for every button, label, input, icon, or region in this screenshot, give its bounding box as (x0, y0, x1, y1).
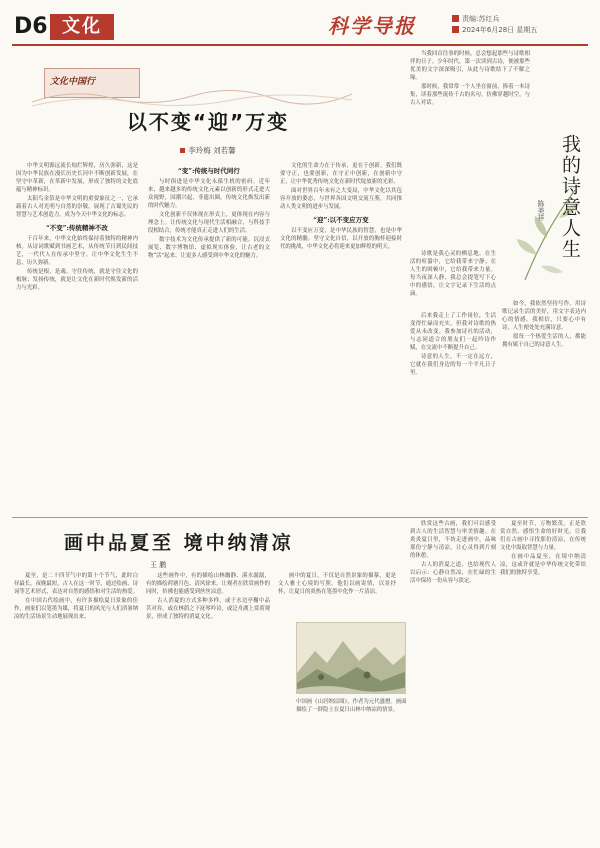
text-column-1 (14, 572, 138, 838)
text-column-4 (410, 520, 496, 838)
subheading: “变”:传统与时代同行 (178, 167, 240, 175)
paragraph: 数字技术为文化传承提供了新的可能。沉浸式展览、数字博物馆、虚拟现实体验，让古老的文物“活”起来，让更多人感受到中华文化的魅力。 (148, 237, 270, 259)
color-swatch-icon (452, 15, 459, 22)
paragraph: 画中的夏日，不仅是自然景象的描摹，更是文人雅士心境的写照。他们以画寄情，以景抒怀，让夏日的炎热在笔墨中化作一片清凉。 (278, 573, 396, 595)
paragraph: 夏至，是二十四节气中的第十个节气，此时白昼最长，夜晚最短。古人在这一时节，通过绘画、诗词等艺术形式，表达对自然的感悟和对生活的热爱。 (14, 573, 138, 595)
column-kicker: 文化中国行 (50, 77, 96, 87)
paragraph: 文化的生命力在于传承，更在于创新。我们既要守正，也要创新，在守正中创新，在创新中守正，让中华优秀传统文化在新时代绽放新的光彩。 (280, 163, 402, 185)
paragraph: 这些画作中，有的描绘山林幽静、溪水潺潺，有的描绘荷塘月色、清风徐来，让观者在欣赏画作的同时，仿佛也能感受到丝丝凉意。 (146, 573, 270, 595)
subheading: “迎”:以不变应万变 (313, 216, 369, 224)
page-number: D6 (14, 14, 48, 39)
paragraph: 在画中品夏至，在境中纳清凉，这或许就是中华传统文化带给我们的独特享受。 (500, 554, 586, 576)
article-2-right-columns (410, 520, 586, 838)
paragraph: 诗歌是我心灵的栖息地。在生活的喧嚣中，它给我带来宁静；在人生的困顿中，它给我带来力量。每当夜深人静，我总会提笔写下心中的感悟，让文字记录下生活的点滴。 (410, 251, 496, 297)
paragraph: 与时俱进是中华文化永葆生机的密码。近年来，越来越多的传统文化元素以创新的形式走进大众视野，国潮兴起、非遗出圈，传统文化焕发出新的时代魅力。 (148, 179, 270, 209)
paragraph: 在中国古代绘画中，有许多描绘夏日景象的佳作，画家们以笔墨为媒，将夏日的风光与人们消暑纳凉的生活场景生动地展现出来。 (14, 598, 138, 620)
paragraph: 以不变应万变，是中华民族的智慧，也是中华文化的精髓。坚守文化自信，以开放的胸怀迎接时代的挑战，中华文化必将迎来更加辉煌的明天。 (280, 228, 402, 250)
paragraph: 夏至时节，万物繁茂，正是欣赏自然、感悟生命的好时光。让我们在古画中寻找那份清凉，在传统文化中汲取智慧与力量。 (500, 521, 586, 551)
paragraph: 愿每一个热爱生活的人，都能拥有属于自己的诗意人生。 (502, 334, 586, 348)
text-column-3 (280, 162, 402, 512)
cloud-ornament-icon (32, 84, 352, 108)
essay-column-2 (502, 300, 586, 515)
essay-column-1b (410, 250, 496, 310)
text-column-2 (146, 572, 270, 838)
painting-caption: 中国画《山居纳凉图》，作者为元代盛懋。画面描绘了一群隐士在夏日山林中纳凉的情景。 (296, 699, 407, 713)
article-2-title: 画中品夏至 境中纳清凉 (64, 532, 294, 554)
mountain-landscape-icon (297, 623, 406, 694)
article-2-byline: 王 鹏 (150, 561, 167, 569)
text-column-1 (16, 162, 138, 512)
header-rule (12, 44, 588, 46)
subheading: “不变”:传统精神不改 (46, 224, 108, 232)
section-label: 文化 (50, 14, 114, 40)
paragraph: 面对世界百年未有之大变局，中华文化以其包容开放的姿态，与世界各国文明交流互鉴，共同推动人类文明的进步与发展。 (280, 188, 402, 210)
color-swatch-icon (452, 26, 459, 33)
text-column-2 (148, 162, 270, 512)
paragraph: 后来我走上了工作岗位，生活变得忙碌而充实，但我对诗歌的热爱从未改变。我参加诗社的活动，与志同道合的朋友们一起吟诗作赋，在交流中不断提升自己。 (410, 313, 496, 351)
date-line: 2024年6月28日 星期五 (462, 26, 538, 34)
paragraph: 千百年来，中华文化始终保持着独特的精神内核。从诗词歌赋到书画艺术，从传统节日到民间技艺，一代代人在传承中坚守，让中华文化生生不息，历久弥新。 (16, 236, 138, 266)
paragraph: 当我回首往事的时候，总会想起那些与诗歌相伴的日子。少年时代，第一次读到古诗，便被那些优美的文字深深吸引，从此与诗歌结下了不解之缘。 (410, 51, 530, 81)
essay-title: 我的诗意人生 (559, 134, 581, 260)
masthead: 科学导报 (328, 14, 416, 38)
paragraph: 诗意的人生，不一定在远方，它就在我们身边的每一个平凡日子里。 (410, 354, 496, 376)
paragraph: 古人消夏的方式多种多样，或于水边亭榭中品茗对弈，或在林荫之下抚琴吟诗，或泛舟湖上赏荷观景，形成了独特的消夏文化。 (146, 598, 270, 620)
text-column-5 (500, 520, 586, 838)
byline-marker-icon (180, 148, 185, 153)
paragraph: 太阳鸟金箔是中华文明的重要象征之一，它承载着古人对光明与自然的崇敬，展现了古蜀先民的智慧与艺术创造力，成为今天中华文化的标志。 (16, 196, 138, 218)
article-title: 以不变“迎”万变 (126, 110, 290, 134)
paragraph: 古人的消夏之道，也给现代人以启示：心静自然凉，在忙碌的生活中保持一份从容与淡定。 (410, 562, 496, 584)
paragraph: 欣赏这些古画，我们可以感受到古人的生活智慧与审美情趣。在炎炎夏日里，不妨走进画中，品味那份宁静与清凉，让心灵得到片刻的休憩。 (410, 521, 496, 559)
paragraph: 文化创新不仅体现在形式上，更体现在内容与理念上。让传统文化与现代生活相融合，与科技手段相结合，传统才能真正走进人们的生活。 (148, 212, 270, 234)
article-byline (12, 145, 404, 156)
issue-meta (452, 14, 537, 36)
section-divider (12, 517, 588, 518)
article-1 (12, 50, 404, 515)
text-column-3 (278, 572, 396, 618)
paragraph: 那时候，我常常一个人坐在窗前，捧着一本诗集，读着那些流传千古的名句，仿佛穿越时空，与古人对话。 (410, 84, 530, 106)
paragraph: 传统是根，是魂。守住传统，就是守住文化的根脉；发扬传统，就是让文化在新时代焕发新的活力与光彩。 (16, 269, 138, 291)
article-1-columns (16, 162, 402, 512)
essay-column-1 (410, 50, 530, 250)
editor-line: 责编:苏红兵 (462, 15, 500, 23)
essay-author: 陈美祥 (537, 200, 545, 221)
paragraph: 中华文明源远流长灿烂辉煌，历久弥新，这是因为中华民族在漫长历史长河中不断创新发展，在坚守中革新，在革新中发展，形成了独特的文化底蕴与精神标识。 (16, 163, 138, 193)
landscape-painting-image (296, 622, 406, 694)
essay-article (410, 50, 588, 515)
paragraph: 如今，我依然坚持写作，用诗歌记录生活的美好，用文字表达内心的情感。我相信，只要心中有诗，人生便处处充满诗意。 (502, 301, 586, 331)
essay-column-3 (410, 312, 496, 515)
byline-text: 李玲梅 刘若馨 (188, 146, 236, 155)
